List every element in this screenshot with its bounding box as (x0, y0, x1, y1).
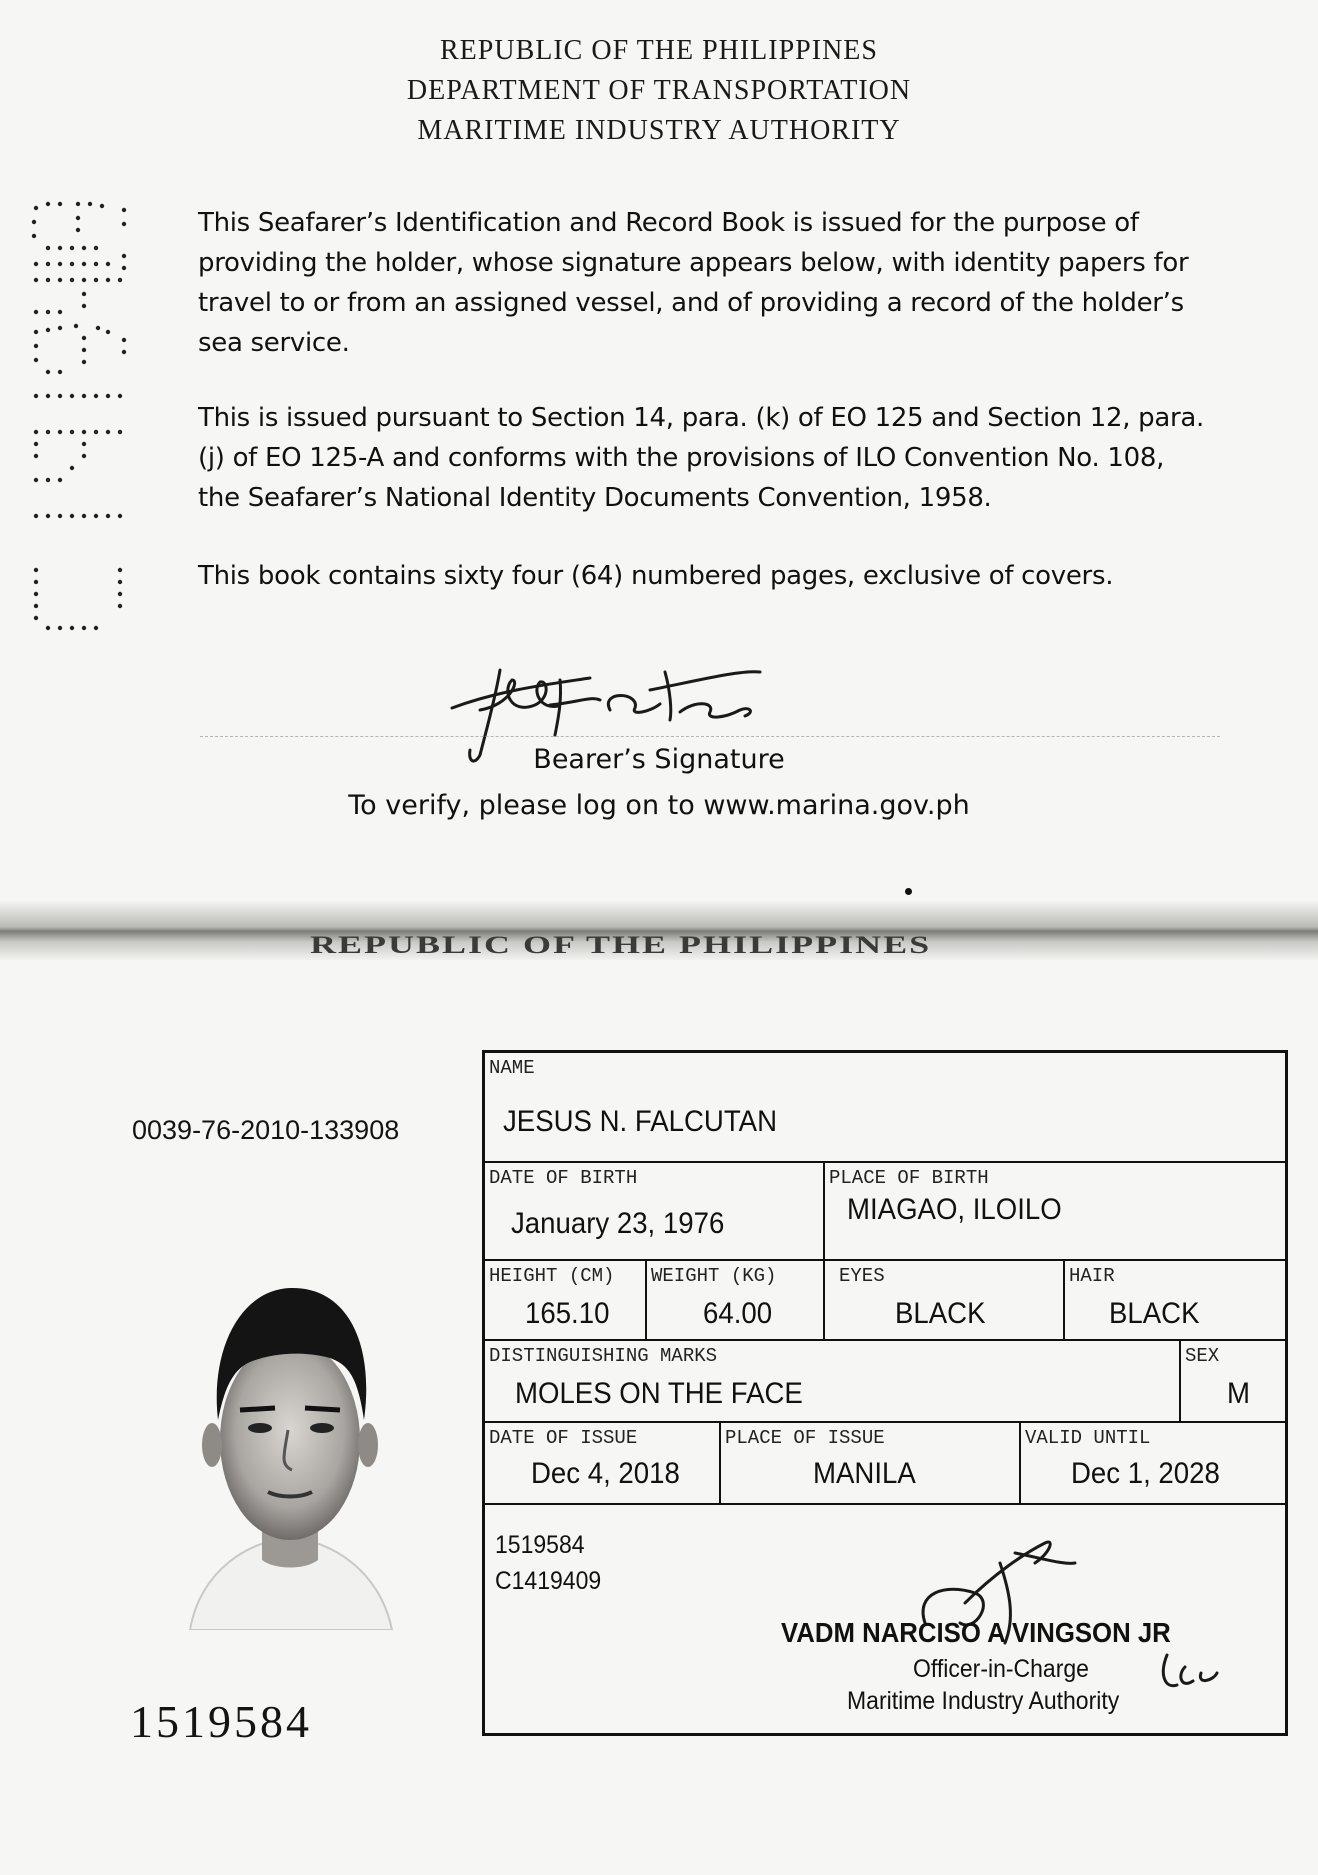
eyes-value: BLACK (895, 1297, 986, 1330)
banner-republic: REPUBLIC OF THE PHILIPPINES (310, 930, 932, 959)
verify-text: To verify, please log on to www.marina.gov.ph (348, 790, 970, 821)
date-of-birth: January 23, 1976 (511, 1207, 725, 1240)
officer-organization: Maritime Industry Authority (847, 1687, 1120, 1715)
valid-until-label: VALID UNTIL (1025, 1427, 1151, 1449)
ink-dot (905, 888, 912, 895)
issue-date-cell (485, 1423, 721, 1505)
weight-label: WEIGHT (KG) (651, 1265, 777, 1287)
pob-label: PLACE OF BIRTH (829, 1167, 989, 1189)
sex-value: M (1227, 1377, 1250, 1410)
distinguishing-marks: MOLES ON THE FACE (515, 1377, 803, 1410)
marks-label: DISTINGUISHING MARKS (489, 1345, 718, 1367)
holder-photo (180, 1270, 400, 1630)
control-number: C1419409 (495, 1567, 602, 1595)
issue-place: MANILA (813, 1457, 916, 1490)
hair-cell (1065, 1261, 1285, 1341)
eyes-label: EYES (839, 1265, 885, 1287)
hair-value: BLACK (1109, 1297, 1200, 1330)
issue-date-label: DATE OF ISSUE (489, 1427, 638, 1449)
dob-label: DATE OF BIRTH (489, 1167, 638, 1189)
sex-label: SEX (1185, 1345, 1220, 1367)
header-authority: MARITIME INDUSTRY AUTHORITY (417, 115, 901, 146)
document-number: 0039-76-2010-133908 (132, 1115, 400, 1145)
name-cell (485, 1053, 1285, 1163)
height-label: HEIGHT (CM) (489, 1265, 615, 1287)
signature-line (200, 736, 1220, 737)
dob-cell (485, 1163, 825, 1261)
code-number: 1519584 (495, 1531, 585, 1559)
serial-number: 1519584 (130, 1696, 312, 1747)
officer-title: Officer-in-Charge (913, 1655, 1089, 1683)
sex-cell (1181, 1341, 1285, 1423)
perforation-pattern (28, 200, 138, 670)
issue-place-cell (721, 1423, 1021, 1505)
eyes-cell (825, 1261, 1065, 1341)
valid-until: Dec 1, 2028 (1071, 1457, 1220, 1490)
officer-name: VADM NARCISO A VINGSON JR (781, 1617, 1171, 1648)
paragraph-purpose: This Seafarer’s Identification and Record Book is issued for the purpose of providing the holder, whose signature appears below, with identity papers for travel to or from an assigned vessel, and of providing a record of the holder’s sea service. (198, 208, 1189, 358)
seafarer-id-card (482, 1050, 1288, 1736)
pob-cell (825, 1163, 1285, 1261)
holder-name: JESUS N. FALCUTAN (503, 1105, 778, 1138)
initials-mark (1157, 1645, 1227, 1695)
issue-date: Dec 4, 2018 (531, 1457, 680, 1490)
issue-place-label: PLACE OF ISSUE (725, 1427, 885, 1449)
weight-cell (647, 1261, 825, 1341)
header-department: DEPARTMENT OF TRANSPORTATION (406, 75, 912, 106)
place-of-birth: MIAGAO, ILOILO (847, 1193, 1062, 1226)
header-republic: REPUBLIC OF THE PHILIPPINES (440, 35, 878, 66)
paragraph-legal-basis: This is issued pursuant to Section 14, para. (k) of EO 125 and Section 12, para. (j) of EO 125-A and conforms with the provisions of ILO Convention No. 108, the Seafarer’s National Identity Documents Convention, 1958. (198, 403, 1204, 513)
height-value: 165.10 (525, 1297, 610, 1330)
paragraph-page-count: This book contains sixty four (64) numbered pages, exclusive of covers. (198, 561, 1114, 591)
hair-label: HAIR (1069, 1265, 1115, 1287)
name-label: NAME (489, 1057, 535, 1079)
valid-until-cell (1021, 1423, 1285, 1505)
marks-cell (485, 1341, 1181, 1423)
weight-value: 64.00 (703, 1297, 773, 1330)
height-cell (485, 1261, 647, 1341)
bearer-signature-caption: Bearer’s Signature (533, 744, 785, 775)
